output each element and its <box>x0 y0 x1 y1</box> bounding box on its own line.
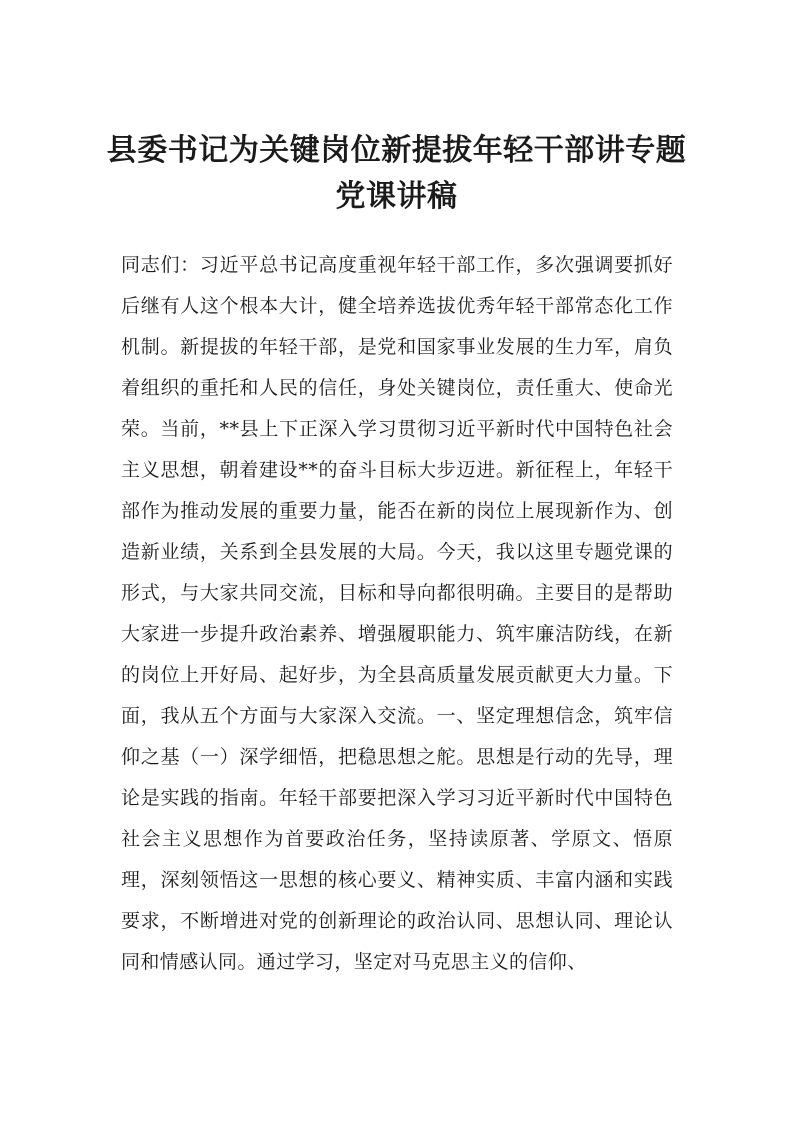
document-body-paragraph: 同志们：习近平总书记高度重视年轻干部工作，多次强调要抓好后继有人这个根本大计，健全培养选拔优秀年轻干部常态化工作机制。新提拔的年轻干部，是党和国家事业发展的生力军，肩负着组织的重托和人民的信任，身处关键岗位，责任重大、使命光荣。当前，**县上下正深入学习贯彻习近平新时代中国特色社会主义思想，朝着建设**的奋斗目标大步迈进。新征程上，年轻干部作为推动发展的重要力量，能否在新的岗位上展现新作为、创造新业绩，关系到全县发展的大局。今天，我以这里专题党课的形式，与大家共同交流，目标和导向都很明确。主要目的是帮助大家进一步提升政治素养、增强履职能力、筑牢廉洁防线，在新的岗位上开好局、起好步，为全县高质量发展贡献更大力量。下面，我从五个方面与大家深入交流。一、坚定理想信念，筑牢信仰之基（一）深学细悟，把稳思想之舵。思想是行动的先导，理论是实践的指南。年轻干部要把深入学习习近平新时代中国特色社会主义思想作为首要政治任务，坚持读原著、学原文、悟原理，深刻领悟这一思想的核心要义、精神实质、丰富内涵和实践要求，不断增进对党的创新理论的政治认同、思想认同、理论认同和情感认同。通过学习，坚定对马克思主义的信仰、 <box>121 254 673 973</box>
document-title: 县委书记为关键岗位新提拔年轻干部讲专题党课讲稿 <box>106 133 687 214</box>
